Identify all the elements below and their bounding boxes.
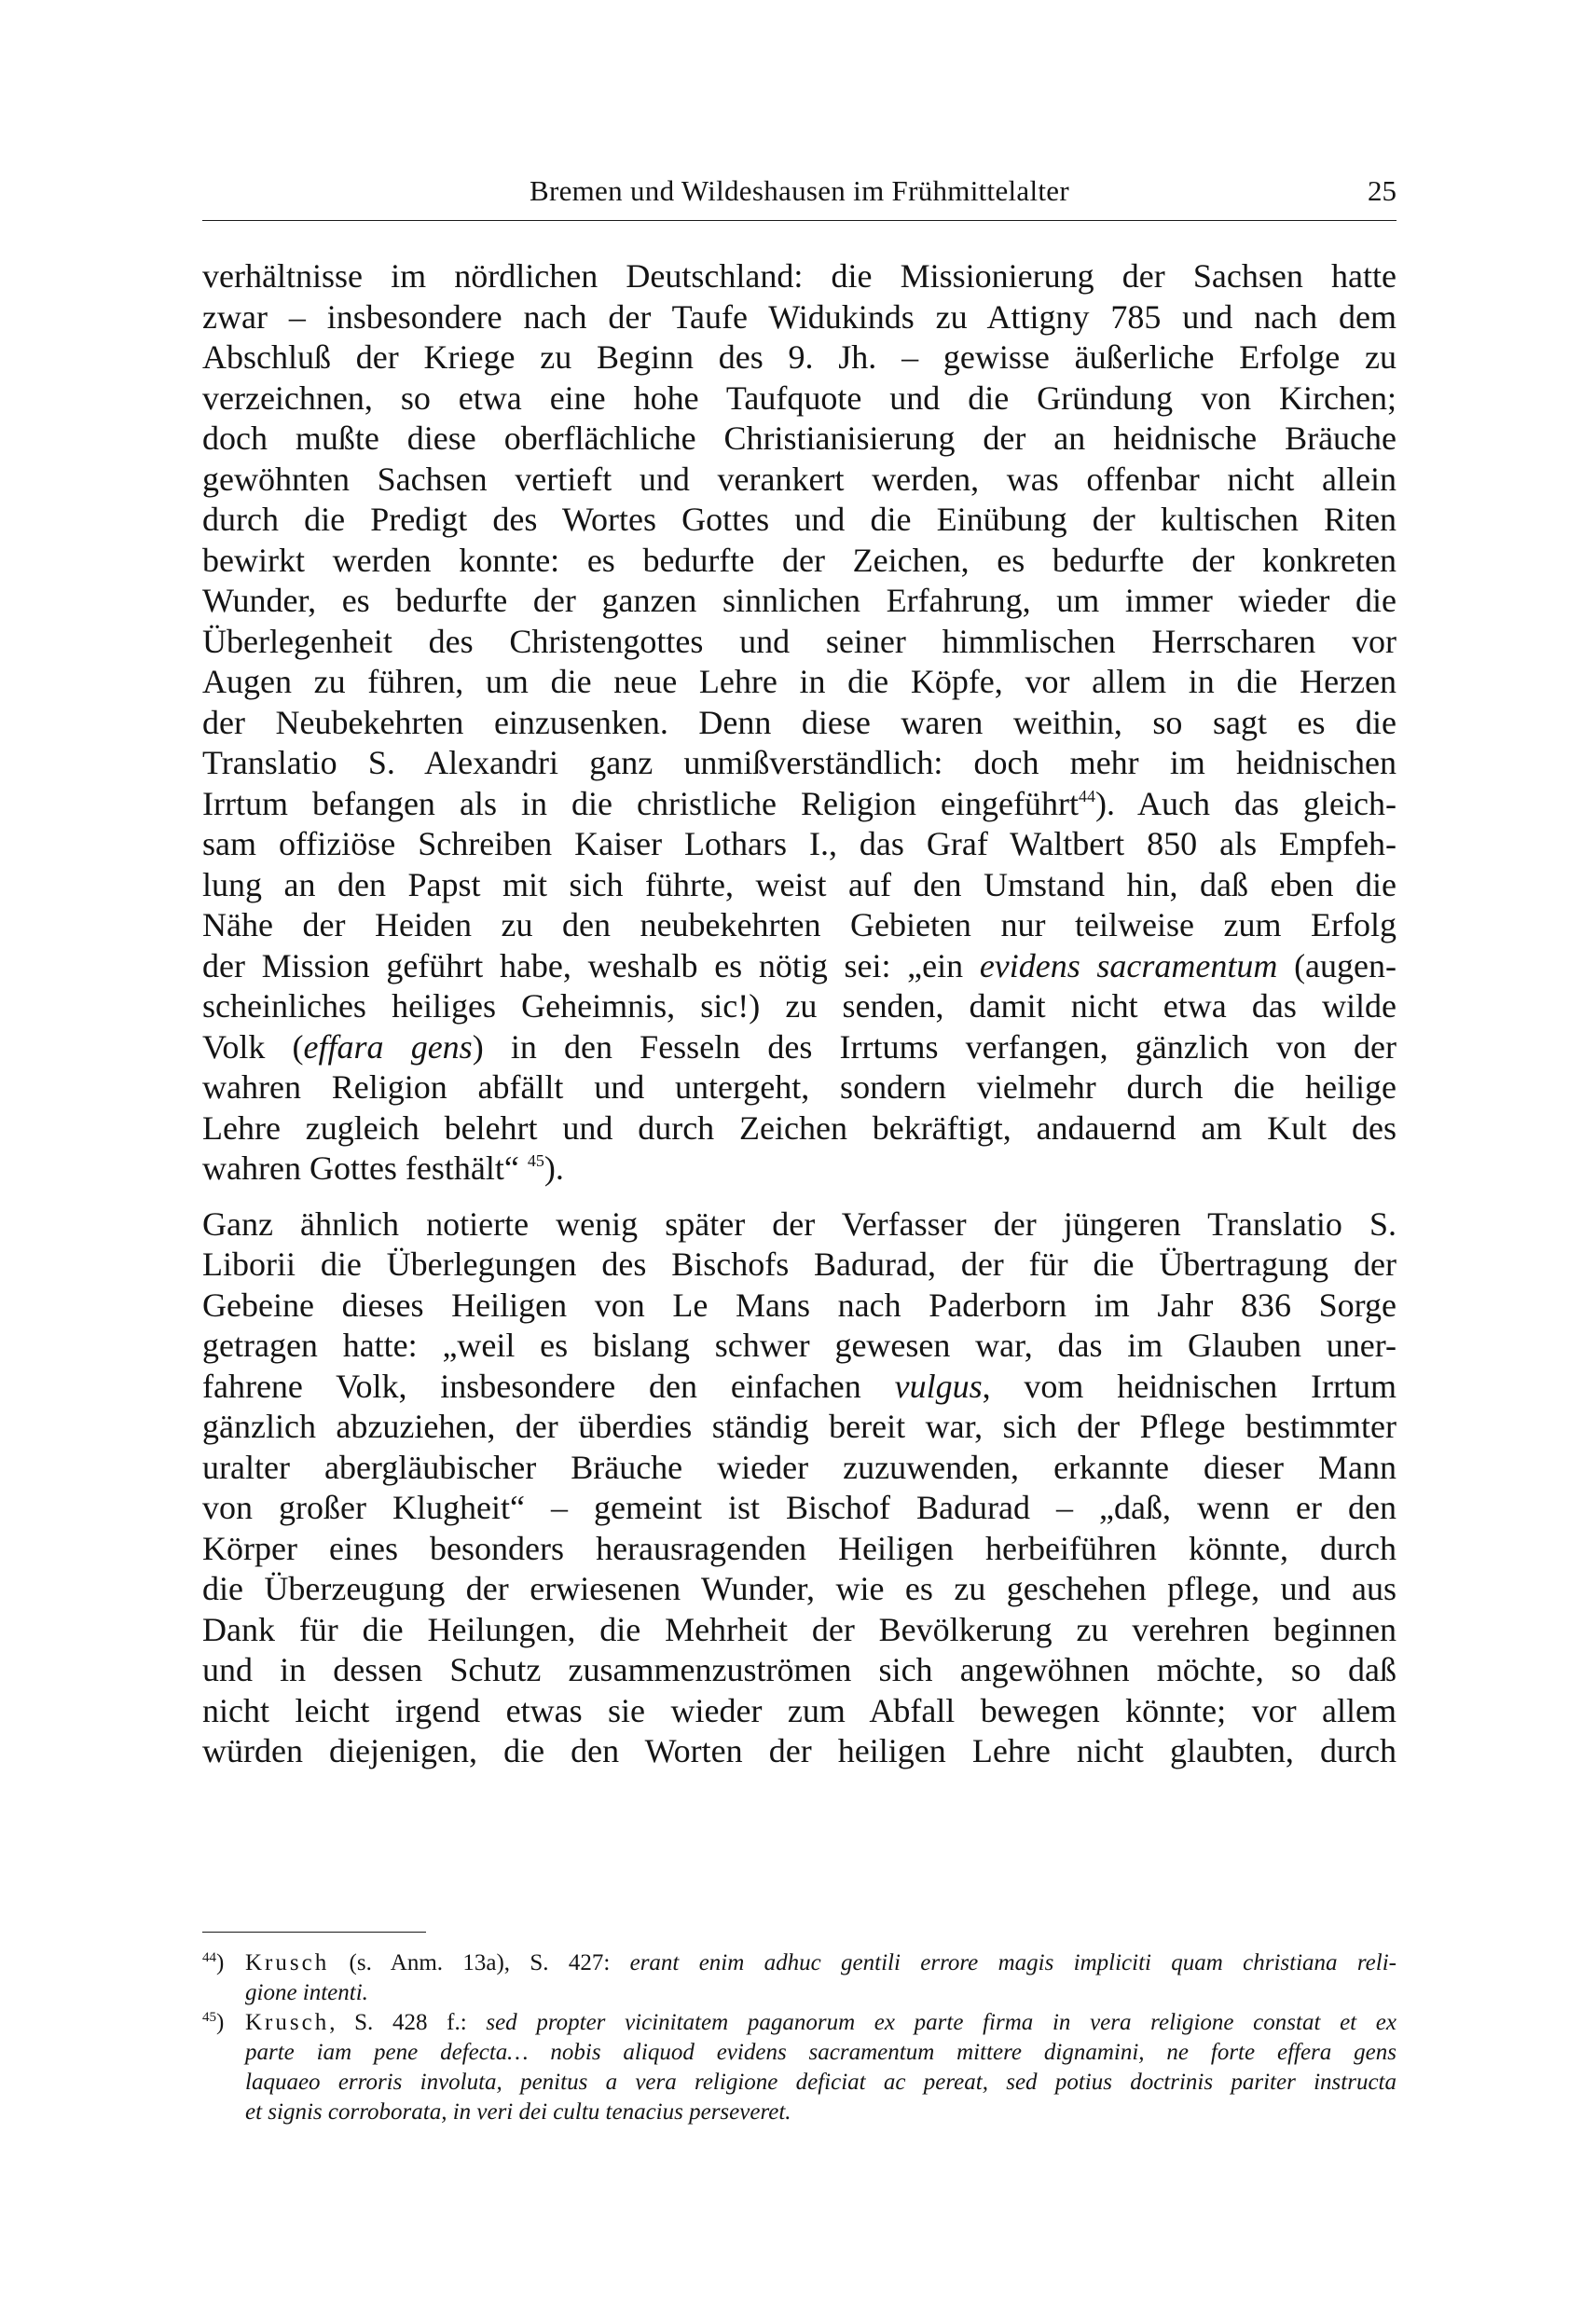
- footnote-quote: laquaeo erroris involuta, penitus a vera religione deficiat ac pereat, sed potius doctrinis pariter instructa: [245, 2070, 1396, 2095]
- text-line: Körper eines besonders herausragenden Heiligen herbeiführen könnte, durch: [202, 1529, 1396, 1567]
- footnote-quote: gione intenti.: [245, 1980, 368, 2005]
- text-line: der Neubekehrten einzusenken. Denn diese waren weithin, so sagt es die: [202, 703, 1396, 741]
- main-text: [202, 256, 1396, 1772]
- footnote-paren: ): [216, 1950, 225, 1975]
- footnote-paren: ): [216, 2010, 225, 2035]
- text-line: Lehre zugleich belehrt und durch Zeichen bekräftigt, andauernd am Kult des: [202, 1108, 1396, 1147]
- text-line: Überlegenheit des Christengottes und seiner himmlischen Herrscharen vor: [202, 622, 1396, 660]
- text-line: würden diejenigen, die den Worten der heiligen Lehre nicht glaubten, durch: [202, 1732, 1396, 1769]
- text-line: scheinliches heiliges Geheimnis, sic!) zu senden, damit nicht etwa das wilde: [202, 987, 1396, 1025]
- page-number: 25: [1368, 174, 1396, 207]
- footnote-quote: et signis corroborata, in veri dei cultu tenacius perseveret.: [245, 2099, 791, 2125]
- text-segment: ).: [543, 1149, 564, 1187]
- text-segment: Irrtum befangen als in die christliche Religion eingeführt: [202, 784, 1079, 822]
- footnote-reference: (s. Anm. 13a), S. 427:: [329, 1950, 630, 1975]
- footnote-quote: erant enim adhuc gentili errore magis impliciti quam christiana reli-: [629, 1950, 1396, 1975]
- latin-term: effara gens: [303, 1027, 473, 1066]
- text-line: gewöhnten Sachsen vertieft und verankert werden, was offenbar nicht allein: [202, 460, 1396, 498]
- text-line: wahren Religion abfällt und untergeht, sondern vielmehr durch die heilige: [202, 1068, 1396, 1106]
- running-title: Bremen und Wildeshausen im Frühmittelalter: [529, 174, 1069, 207]
- footnote-quote: sed propter vicinitatem paganorum ex parte firma in vera religione constat et ex: [486, 2010, 1396, 2035]
- footnote-line: [245, 2098, 1396, 2127]
- text-line: verzeichnen, so etwa eine hohe Taufquote und die Gründung von Kirchen;: [202, 378, 1396, 417]
- footnote-number: 45: [202, 2010, 216, 2025]
- footnote-line: [245, 2068, 1396, 2098]
- text-line: Ganz ähnlich notierte wenig später der Verfasser der jüngeren Translatio S.: [202, 1204, 1396, 1243]
- footnote-line: [245, 2008, 1396, 2038]
- text-line: bewirkt werden konnte: es bedurfte der Zeichen, es bedurfte der konkreten: [202, 541, 1396, 579]
- running-head: [202, 168, 1396, 214]
- text-line: gänzlich abzuziehen, der überdies ständig bereit war, sich der Pflege bestimmter: [202, 1408, 1396, 1445]
- text-line: durch die Predigt des Wortes Gottes und die Einübung der kultischen Riten: [202, 501, 1396, 538]
- text-line: die Überzeugung der erwiesenen Wunder, wie es zu geschehen pflege, und aus: [202, 1570, 1396, 1607]
- paragraph-1: [202, 256, 1396, 1190]
- text-segment: , vom heidnischen Irrtum: [982, 1367, 1396, 1405]
- text-line: Dank für die Heilungen, die Mehrheit der Bevölkerung zu verehren beginnen: [202, 1610, 1396, 1648]
- footnote-45: [202, 2008, 1396, 2127]
- footnote-rule: [202, 1932, 426, 1933]
- footnote-reference: , S. 428 f.:: [329, 2010, 487, 2035]
- paragraph-2: [202, 1204, 1396, 1772]
- latin-term: vulgus: [894, 1367, 983, 1405]
- text-line: Nähe der Heiden zu den neubekehrten Gebieten nur teilweise zum Erfolg: [202, 906, 1396, 943]
- footnote-number: 44: [202, 1950, 216, 1965]
- footnote-ref-45[interactable]: 45: [527, 1151, 544, 1170]
- text-line: uralter abergläubischer Bräuche wieder zuzuwenden, erkannte dieser Mann: [202, 1448, 1396, 1486]
- footnote-line: [245, 1948, 1396, 1978]
- text-line: Liborii die Überlegungen des Bischofs Badurad, der für die Übertragung der: [202, 1245, 1396, 1283]
- text-segment: der Mission geführt habe, weshalb es nötig sei: „ein: [202, 946, 980, 984]
- text-line: Abschluß der Kriege zu Beginn des 9. Jh. – gewisse äußerliche Erfolge zu: [202, 338, 1396, 376]
- text-line: Gebeine dieses Heiligen von Le Mans nach Paderborn im Jahr 836 Sorge: [202, 1286, 1396, 1324]
- text-segment: fahrene Volk, insbesondere den einfachen: [202, 1367, 895, 1405]
- footnote-mark: [202, 1948, 224, 1978]
- text-line: lung an den Papst mit sich führte, weist auf den Umstand hin, daß eben die: [202, 865, 1396, 903]
- footnote-line: [245, 1978, 1396, 2008]
- latin-term: evidens sacramentum: [979, 946, 1278, 984]
- footnotes: [202, 1948, 1396, 2127]
- footnote-author: Krusch: [245, 2010, 330, 2035]
- text-segment: (augen-: [1277, 946, 1397, 984]
- text-line: getragen hatte: „weil es bislang schwer gewesen war, das im Glauben uner-: [202, 1327, 1396, 1364]
- text-line: nicht leicht irgend etwas sie wieder zum Abfall bewegen könnte; vor allem: [202, 1691, 1396, 1729]
- text-segment: ). Auch das gleich-: [1094, 784, 1396, 822]
- footnote-author: Krusch: [245, 1950, 330, 1975]
- text-line: Augen zu führen, um die neue Lehre in die Köpfe, vor allem in die Herzen: [202, 663, 1396, 700]
- footnote-line: [245, 2038, 1396, 2068]
- text-line: sam offiziöse Schreiben Kaiser Lothars I., das Graf Waltbert 850 als Empfeh-: [202, 825, 1396, 862]
- text-segment: Volk (: [202, 1027, 304, 1066]
- text-line: [202, 1367, 1396, 1408]
- text-line: [202, 946, 1396, 987]
- header-rule: [202, 220, 1396, 221]
- text-line: Translatio S. Alexandri ganz unmißverständlich: doch mehr im heidnischen: [202, 744, 1396, 781]
- text-line: Wunder, es bedurfte der ganzen sinnlichen Erfahrung, um immer wieder die: [202, 582, 1396, 619]
- text-line: verhältnisse im nördlichen Deutschland: die Missionierung der Sachsen hatte: [202, 257, 1396, 295]
- footnote-ref-44[interactable]: 44: [1078, 786, 1095, 805]
- text-line: doch mußte diese oberflächliche Christianisierung der an heidnische Bräuche: [202, 420, 1396, 457]
- text-line: [202, 784, 1396, 825]
- text-line: [202, 1149, 1396, 1190]
- text-segment: wahren Gottes festhält“: [202, 1149, 528, 1187]
- text-line: zwar – insbesondere nach der Taufe Widukinds zu Attigny 785 und nach dem: [202, 297, 1396, 336]
- text-line: und in dessen Schutz zusammenzuströmen sich angewöhnen möchte, so daß: [202, 1651, 1396, 1688]
- footnote-mark: [202, 2008, 224, 2038]
- text-line: von großer Klugheit“ – gemeint ist Bischof Badurad – „daß, wenn er den: [202, 1489, 1396, 1526]
- footnote-quote: parte iam pene defecta… nobis aliquod evidens sacramentum mittere dignamini, ne forte effera gens: [245, 2040, 1396, 2065]
- footnote-44: [202, 1948, 1396, 2008]
- text-segment: ) in den Fesseln des Irrtums verfangen, gänzlich von der: [472, 1027, 1396, 1066]
- text-line: [202, 1027, 1396, 1068]
